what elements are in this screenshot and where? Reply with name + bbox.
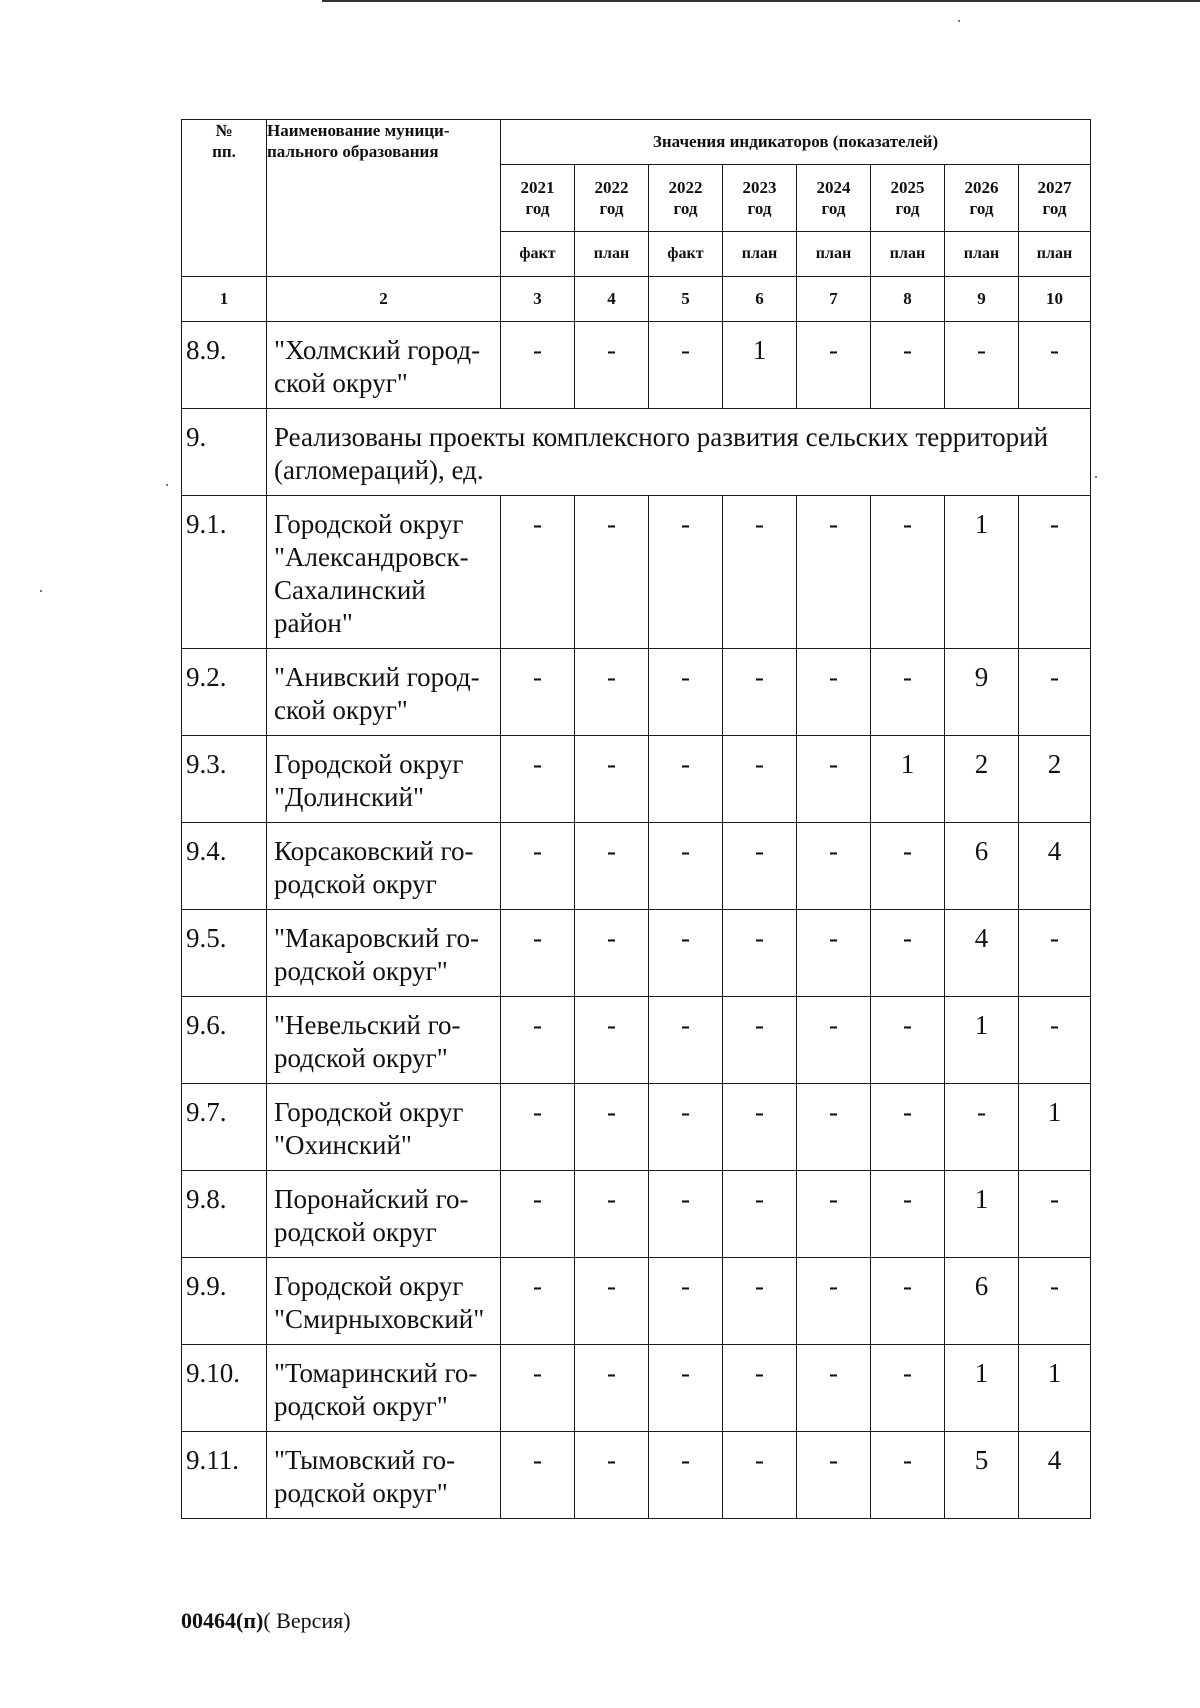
municipality-name: Городской округ "Охинский": [267, 1084, 501, 1171]
indicator-value: -: [871, 1432, 945, 1519]
indicator-value: -: [723, 649, 797, 736]
header-year: 2027 год: [1019, 165, 1091, 232]
header-year: 2024 год: [797, 165, 871, 232]
header-kind: план: [575, 232, 649, 277]
indicator-value: 1: [945, 997, 1019, 1084]
indicator-value: 4: [1019, 1432, 1091, 1519]
indicator-value: -: [1019, 649, 1091, 736]
scan-speck: [1095, 476, 1097, 478]
municipality-name: "Макаровский го- родской округ": [267, 910, 501, 997]
indicator-value: -: [649, 997, 723, 1084]
indicator-value: -: [871, 823, 945, 910]
indicator-value: -: [723, 997, 797, 1084]
indicator-value: -: [797, 1345, 871, 1432]
indicator-value: -: [945, 1084, 1019, 1171]
indicator-value: -: [1019, 910, 1091, 997]
row-number: 9.: [182, 409, 267, 496]
municipality-name: Городской округ "Смирныховский": [267, 1258, 501, 1345]
indicator-value: -: [723, 1345, 797, 1432]
indicator-value: -: [575, 1258, 649, 1345]
indicator-value: -: [649, 910, 723, 997]
indicator-value: -: [649, 1345, 723, 1432]
header-name: Наименование муници- пального образования: [267, 120, 501, 277]
table-row: [182, 1084, 1091, 1171]
indicator-value: -: [723, 1084, 797, 1171]
header-kind: план: [945, 232, 1019, 277]
table-row: [182, 736, 1091, 823]
indicator-value: 2: [945, 736, 1019, 823]
header-year: 2022 год: [649, 165, 723, 232]
row-number: 9.1.: [182, 496, 267, 649]
indicator-value: -: [871, 1084, 945, 1171]
indicator-value: 1: [945, 496, 1019, 649]
indicator-value: -: [501, 496, 575, 649]
indicator-value: 9: [945, 649, 1019, 736]
indicator-value: -: [871, 649, 945, 736]
row-number: 9.8.: [182, 1171, 267, 1258]
indicator-value: -: [575, 1171, 649, 1258]
indicator-value: -: [797, 1258, 871, 1345]
indicator-value: -: [575, 649, 649, 736]
header-kind: факт: [501, 232, 575, 277]
header-kind: факт: [649, 232, 723, 277]
row-number: 9.10.: [182, 1345, 267, 1432]
header-year: 2023 год: [723, 165, 797, 232]
indicator-value: -: [501, 736, 575, 823]
indicator-value: 5: [945, 1432, 1019, 1519]
table-row: [182, 496, 1091, 649]
indicator-value: -: [797, 1432, 871, 1519]
indicator-value: 4: [1019, 823, 1091, 910]
indicator-value: 1: [1019, 1084, 1091, 1171]
indicator-value: -: [649, 1432, 723, 1519]
indicator-value: 1: [871, 736, 945, 823]
indicator-value: -: [797, 496, 871, 649]
indicator-value: 4: [945, 910, 1019, 997]
header-row-group: [182, 120, 1091, 165]
document-footer: [181, 1608, 351, 1634]
scan-speck: [166, 484, 168, 486]
header-index: 4: [575, 277, 649, 322]
header-kind: план: [797, 232, 871, 277]
header-index: 8: [871, 277, 945, 322]
indicator-value: -: [723, 1171, 797, 1258]
indicator-value: -: [797, 910, 871, 997]
row-number: 9.2.: [182, 649, 267, 736]
table-body: [182, 120, 1091, 1519]
header-index: 7: [797, 277, 871, 322]
section-title: Реализованы проекты комплексного развития сельских территорий (агломераций), ед.: [267, 409, 1091, 496]
indicator-value: -: [1019, 997, 1091, 1084]
indicator-value: -: [501, 910, 575, 997]
indicator-value: -: [649, 823, 723, 910]
header-index: 9: [945, 277, 1019, 322]
header-index: 1: [182, 277, 267, 322]
indicator-value: 1: [1019, 1345, 1091, 1432]
indicator-value: -: [575, 1084, 649, 1171]
header-kind: план: [723, 232, 797, 277]
indicator-value: -: [871, 496, 945, 649]
indicator-value: -: [1019, 1171, 1091, 1258]
indicator-value: -: [575, 997, 649, 1084]
header-year: 2025 год: [871, 165, 945, 232]
indicator-value: -: [871, 910, 945, 997]
municipality-name: Городской округ "Долинский": [267, 736, 501, 823]
table-row: [182, 823, 1091, 910]
indicator-value: -: [649, 736, 723, 823]
footer-code: 00464(п): [181, 1608, 264, 1633]
header-index: 3: [501, 277, 575, 322]
header-kind: план: [871, 232, 945, 277]
indicator-value: -: [575, 496, 649, 649]
indicator-value: -: [649, 1171, 723, 1258]
indicator-table: [181, 119, 1091, 1519]
indicator-value: -: [797, 322, 871, 409]
header-index: 5: [649, 277, 723, 322]
indicator-value: -: [871, 1171, 945, 1258]
municipality-name: Поронайский го- родской округ: [267, 1171, 501, 1258]
table-row: [182, 997, 1091, 1084]
header-row-indexes: [182, 277, 1091, 322]
municipality-name: "Холмский город- ской округ": [267, 322, 501, 409]
header-index: 2: [267, 277, 501, 322]
indicator-value: -: [575, 1345, 649, 1432]
indicator-value: -: [723, 823, 797, 910]
header-indicator-group: Значения индикаторов (показателей): [501, 120, 1091, 165]
indicator-value: -: [797, 1084, 871, 1171]
table-row: [182, 1432, 1091, 1519]
indicator-value: 6: [945, 1258, 1019, 1345]
indicator-value: -: [501, 997, 575, 1084]
indicator-value: -: [1019, 1258, 1091, 1345]
row-number: 8.9.: [182, 322, 267, 409]
indicator-value: -: [871, 1258, 945, 1345]
indicator-value: 1: [723, 322, 797, 409]
indicator-value: -: [797, 997, 871, 1084]
indicator-value: -: [649, 496, 723, 649]
indicator-value: -: [797, 736, 871, 823]
indicator-value: -: [723, 910, 797, 997]
header-num: № пп.: [182, 120, 267, 277]
indicator-value: 2: [1019, 736, 1091, 823]
row-number: 9.7.: [182, 1084, 267, 1171]
table-row: [182, 1258, 1091, 1345]
top-rule: [322, 0, 1200, 2]
indicator-value: -: [871, 1345, 945, 1432]
footer-suffix: ( Версия): [263, 1608, 351, 1633]
scan-speck: [958, 20, 960, 22]
indicator-value: 1: [945, 1345, 1019, 1432]
header-index: 6: [723, 277, 797, 322]
header-year: 2026 год: [945, 165, 1019, 232]
indicator-value: -: [723, 1258, 797, 1345]
indicator-value: -: [649, 1084, 723, 1171]
indicator-value: -: [1019, 496, 1091, 649]
header-year: 2021 год: [501, 165, 575, 232]
indicator-value: -: [871, 322, 945, 409]
municipality-name: "Анивский город- ской округ": [267, 649, 501, 736]
row-number: 9.4.: [182, 823, 267, 910]
indicator-value: -: [575, 1432, 649, 1519]
indicator-value: -: [575, 322, 649, 409]
indicator-value: -: [575, 910, 649, 997]
table-row: [182, 1171, 1091, 1258]
municipality-name: Корсаковский го- родской округ: [267, 823, 501, 910]
indicator-value: -: [501, 649, 575, 736]
indicator-value: -: [501, 1432, 575, 1519]
row-number: 9.3.: [182, 736, 267, 823]
row-number: 9.5.: [182, 910, 267, 997]
municipality-name: "Томаринский го- родской округ": [267, 1345, 501, 1432]
table-row: [182, 322, 1091, 409]
indicator-value: -: [797, 1171, 871, 1258]
municipality-name: "Тымовский го- родской округ": [267, 1432, 501, 1519]
indicator-value: -: [649, 1258, 723, 1345]
table-row: [182, 1345, 1091, 1432]
table-row: [182, 649, 1091, 736]
indicator-value: -: [723, 496, 797, 649]
indicator-value: -: [1019, 322, 1091, 409]
indicator-value: -: [945, 322, 1019, 409]
indicator-value: -: [501, 1084, 575, 1171]
indicator-value: -: [723, 1432, 797, 1519]
scan-speck: [40, 590, 42, 592]
indicator-value: -: [649, 322, 723, 409]
indicator-value: -: [649, 649, 723, 736]
indicator-value: -: [501, 1258, 575, 1345]
indicator-value: 1: [945, 1171, 1019, 1258]
indicator-value: -: [501, 1345, 575, 1432]
indicator-value: -: [575, 736, 649, 823]
indicator-value: -: [797, 823, 871, 910]
header-year: 2022 год: [575, 165, 649, 232]
indicator-value: 6: [945, 823, 1019, 910]
indicator-value: -: [501, 823, 575, 910]
indicator-value: -: [501, 1171, 575, 1258]
indicator-value: -: [797, 649, 871, 736]
indicator-value: -: [723, 736, 797, 823]
indicator-value: -: [575, 823, 649, 910]
header-index: 10: [1019, 277, 1091, 322]
row-number: 9.9.: [182, 1258, 267, 1345]
header-kind: план: [1019, 232, 1091, 277]
indicator-value: -: [871, 997, 945, 1084]
row-number: 9.11.: [182, 1432, 267, 1519]
municipality-name: "Невельский го- родской округ": [267, 997, 501, 1084]
indicator-value: -: [501, 322, 575, 409]
table-row: [182, 910, 1091, 997]
row-number: 9.6.: [182, 997, 267, 1084]
section-row: [182, 409, 1091, 496]
municipality-name: Городской округ "Александровск- Сахалинский район": [267, 496, 501, 649]
